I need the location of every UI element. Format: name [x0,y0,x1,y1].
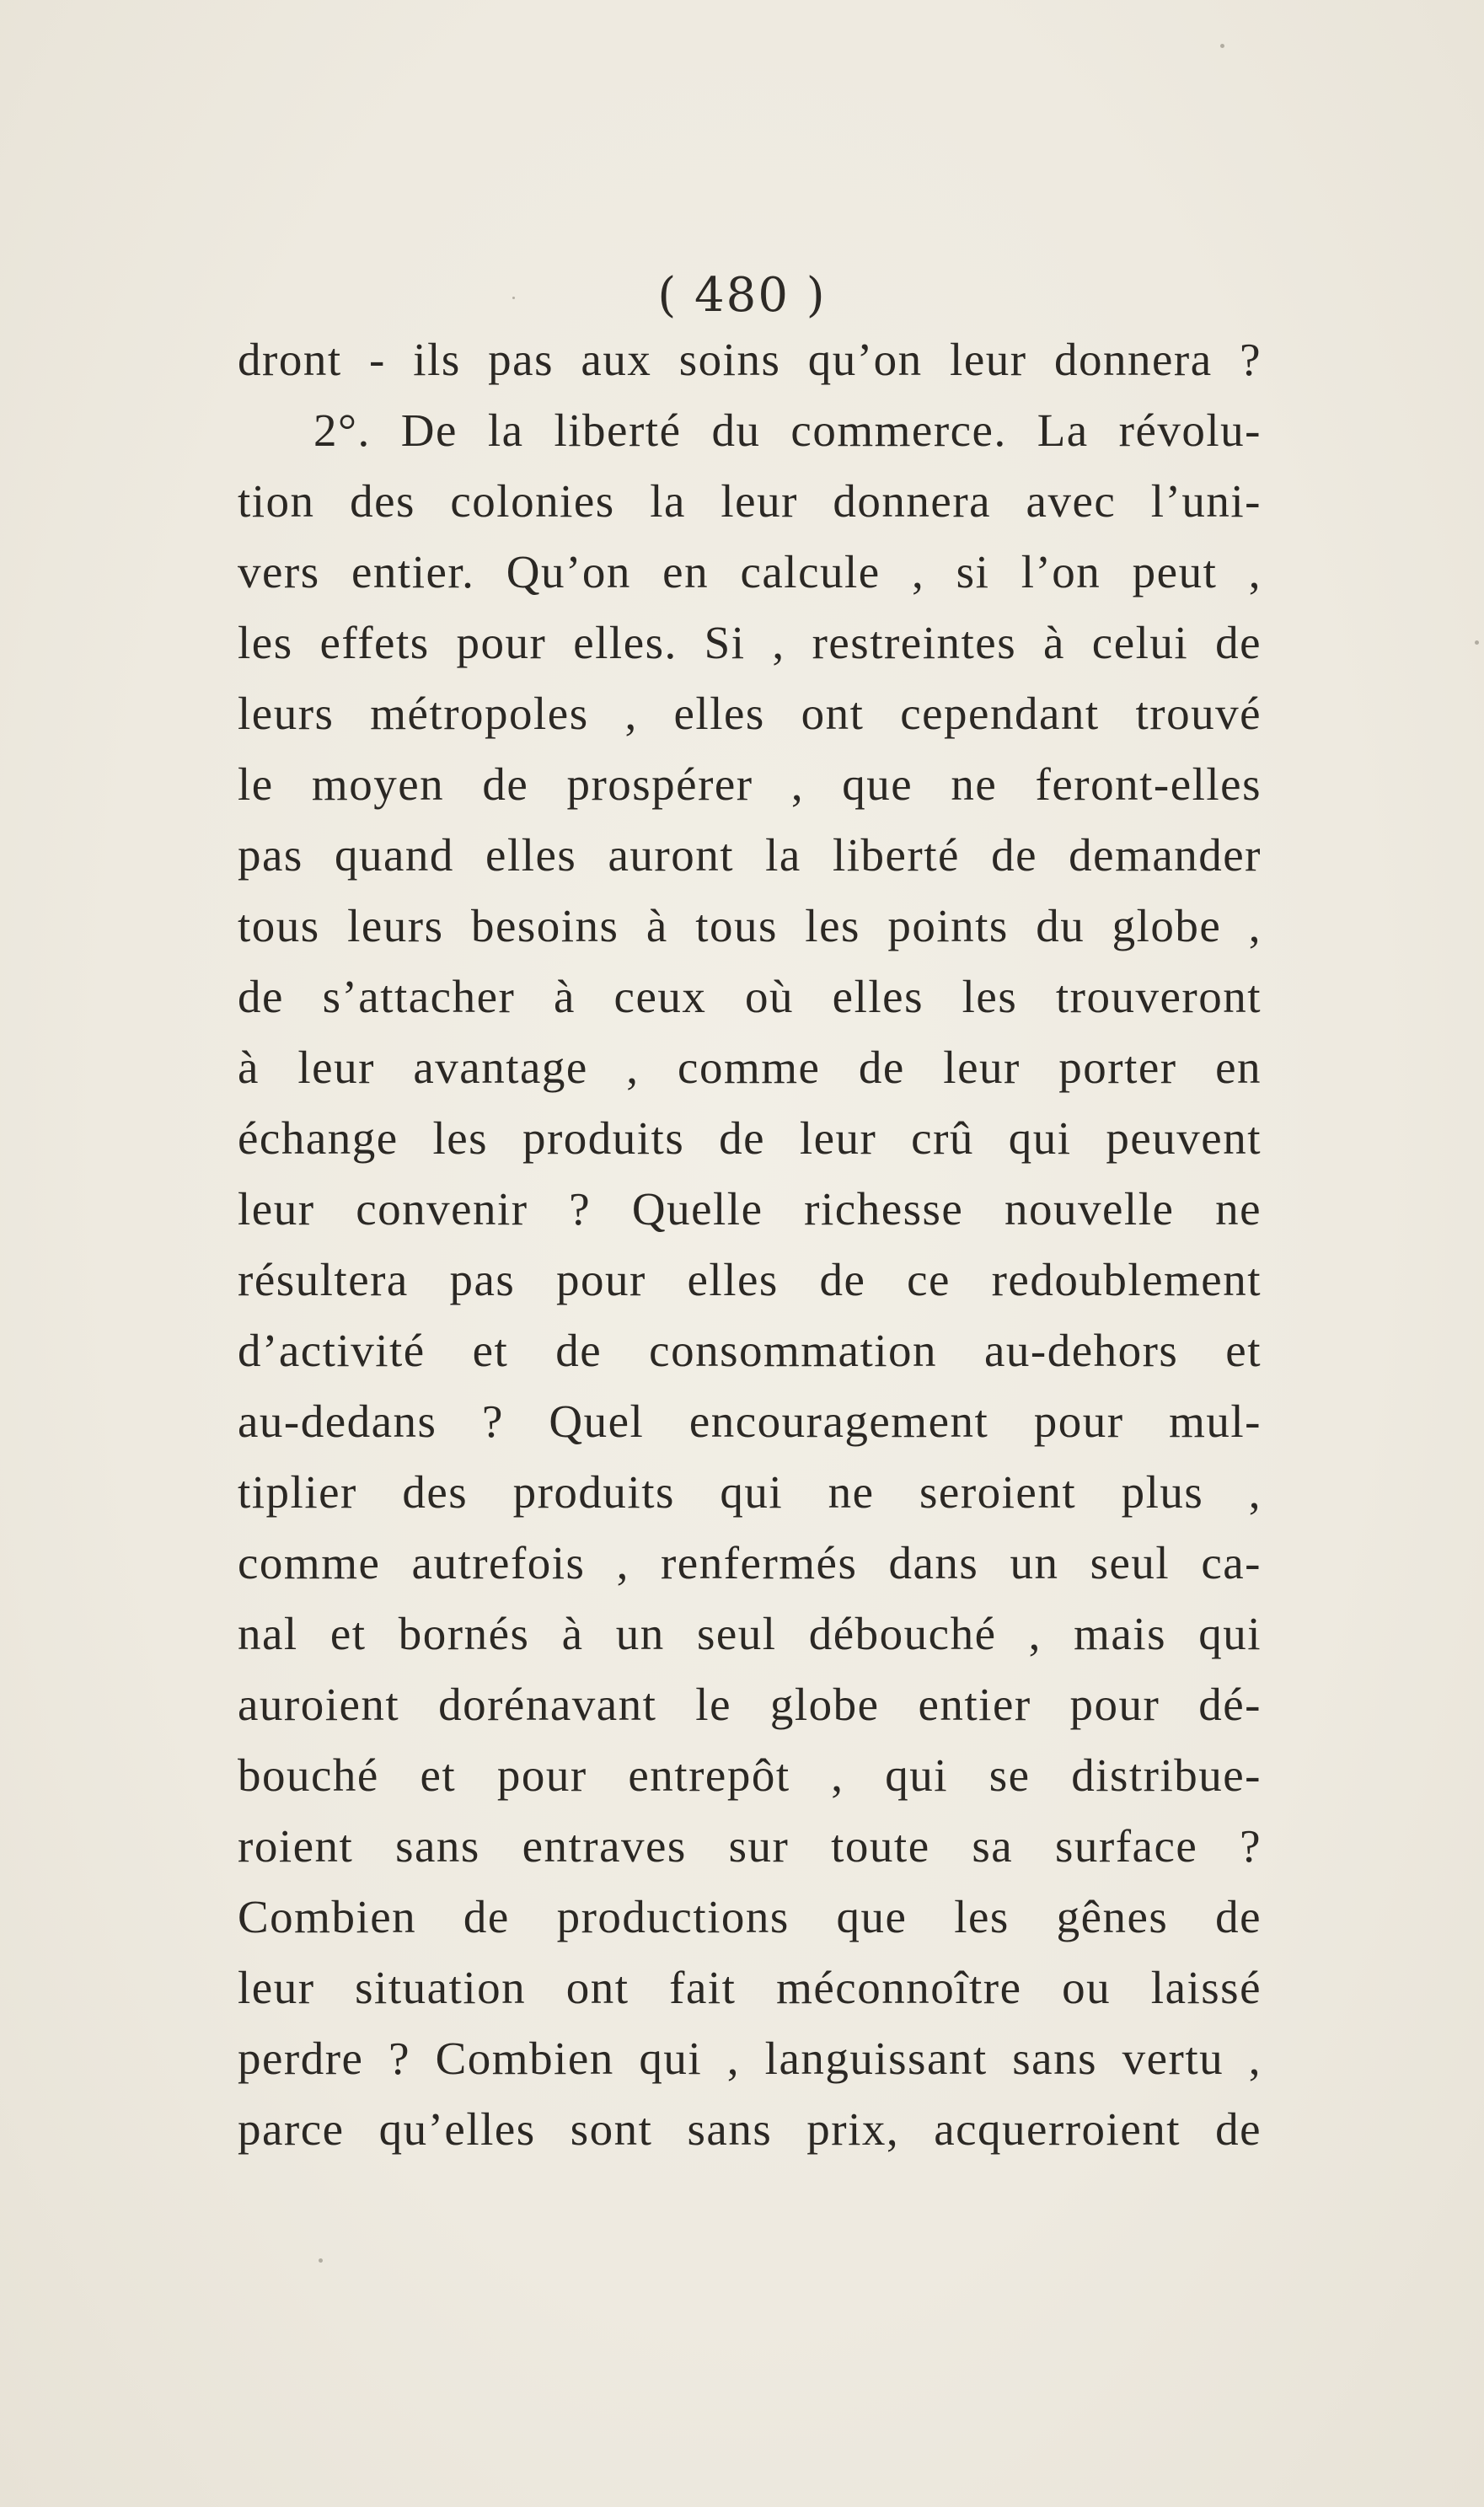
text-line: auroient dorénavant le globe entier pour dé- [238,1679,1262,1730]
text-line: parce qu’elles sont sans prix, acquerroient de [238,2103,1262,2155]
text-line: Combien de productions que les gênes de [238,1891,1262,1942]
text-line: pas quand elles auront la liberté de demander [238,829,1262,881]
text-line: de s’attacher à ceux où elles les trouveront [238,971,1262,1022]
text-line: leur situation ont fait méconnoître ou laissé [238,1962,1262,2013]
text-line: dront - ils pas aux soins qu’on leur donnera ? [238,334,1262,385]
text-line: comme autrefois , renfermés dans un seul ca- [238,1537,1262,1588]
text-line: d’activité et de consommation au-dehors et [238,1325,1262,1376]
text-line: leur convenir ? Quelle richesse nouvelle ne [238,1183,1262,1235]
text-line: à leur avantage , comme de leur porter en [238,1042,1262,1093]
text-line: au-dedans ? Quel encouragement pour mul- [238,1395,1262,1447]
text-line: 2°. De la liberté du commerce. La révolu- [313,404,1262,456]
text-line: roient sans entraves sur toute sa surface ? [238,1820,1262,1872]
body-text [238,324,1262,2165]
text-line: tous leurs besoins à tous les points du globe , [238,900,1262,951]
text-line: les effets pour elles. Si , restreintes à celui de [238,617,1262,668]
text-line: résultera pas pour elles de ce redoublement [238,1254,1262,1305]
paper-speck [512,297,515,299]
text-line: leurs métropoles , elles ont cependant trouvé [238,688,1262,739]
text-line: vers entier. Qu’on en calcule , si l’on peut , [238,546,1262,597]
text-line: tiplier des produits qui ne seroient plus , [238,1466,1262,1518]
text-line: le moyen de prospérer , que ne feront-elles [238,758,1262,810]
text-line: bouché et pour entrepôt , qui se distribue- [238,1749,1262,1801]
text-line: tion des colonies la leur donnera avec l’uni- [238,475,1262,527]
text-line: échange les produits de leur crû qui peuvent [238,1112,1262,1164]
page-number-header: ( 480 ) [657,268,827,323]
paper-speck [1475,640,1479,645]
paper-speck [1220,44,1224,48]
paper-speck [319,2258,323,2263]
text-line: perdre ? Combien qui , languissant sans vertu , [238,2033,1262,2084]
text-line: nal et bornés à un seul débouché , mais qui [238,1608,1262,1659]
